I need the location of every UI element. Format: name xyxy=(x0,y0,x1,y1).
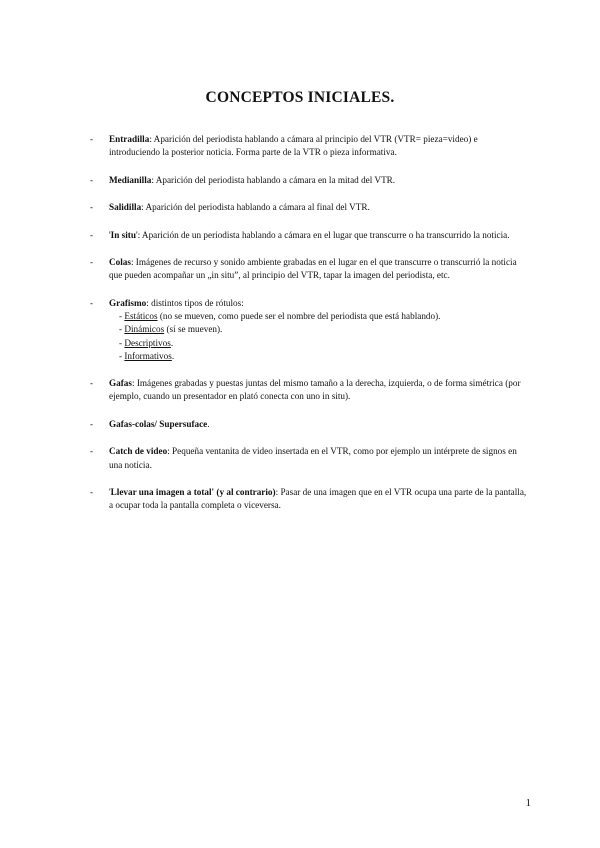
sub-label: Dinámicos xyxy=(124,324,165,335)
sub-text: . xyxy=(171,350,175,361)
bullet: - xyxy=(90,257,94,268)
definition: . xyxy=(207,418,210,429)
list-item-colas xyxy=(90,256,530,282)
bullet: - xyxy=(90,487,94,498)
item-content xyxy=(109,297,530,363)
term: Colas xyxy=(109,257,131,268)
concept-list xyxy=(90,133,530,527)
term: Llevar una imagen a total' (y al contrario) xyxy=(110,487,276,498)
definition: : Imágenes de recurso y sonido ambiente grabadas en el lugar en el que transcurre o transcurrió la noticia que pueden acompañar un „in situ”, al principio del VTR, tapar la imagen del periodista, etc. xyxy=(109,257,517,281)
list-item-entradilla xyxy=(90,133,530,159)
term: Medianilla xyxy=(109,174,152,185)
item-content xyxy=(109,133,530,159)
term: Gafas-colas/ Supersuface xyxy=(109,418,208,429)
list-item-salidilla xyxy=(90,201,530,214)
sub-label: Informativos xyxy=(124,350,172,361)
list-item-gafas-colas xyxy=(90,418,530,431)
item-content xyxy=(109,174,530,187)
open-quote: ' xyxy=(109,487,111,498)
sub-dash: - xyxy=(119,337,125,348)
definition: : Aparición del periodista hablando a cámara en la mitad del VTR. xyxy=(151,174,396,185)
sub-dash: - xyxy=(119,311,125,322)
definition: ': Aparición de un periodista hablando a cámara en el lugar que transcurre o ha transcurrido la noticia. xyxy=(135,229,510,240)
bullet: - xyxy=(90,378,94,389)
item-content xyxy=(109,256,530,282)
definition: : Aparición del periodista hablando a cámara al principio del VTR (VTR= pieza=video) e introduciendo la posterior noticia. Forma parte de la VTR o pieza informativa. xyxy=(109,134,478,158)
bullet: - xyxy=(90,174,94,185)
bullet: - xyxy=(90,134,94,144)
list-item-grafismo xyxy=(90,297,530,363)
sub-dash: - xyxy=(119,324,125,335)
bullet: - xyxy=(90,446,94,457)
definition: : distintos tipos de rótulos: xyxy=(146,297,244,308)
term: Salidilla xyxy=(109,202,142,213)
sublist-item-dinamicos xyxy=(119,323,530,336)
list-item-in-situ xyxy=(90,229,530,242)
definition: : Pequeña ventanita de video insertada en el VTR, como por ejemplo un intérprete de signos en una noticia. xyxy=(109,446,517,470)
page-title: CONCEPTOS INICIALES. xyxy=(205,89,395,106)
bullet: - xyxy=(90,229,94,240)
open-quote: ' xyxy=(109,229,111,240)
item-content xyxy=(109,377,530,403)
item-content xyxy=(109,201,530,214)
item-content xyxy=(109,486,530,512)
definition: : Imágenes grabadas y puestas juntas del mismo tamaño a la derecha, izquierda, o de forma simétrica (por ejemplo, cuando un presentador en plató conecta con uno in situ). xyxy=(109,378,521,402)
term: Catch de video xyxy=(109,446,168,457)
term: Entradilla xyxy=(109,134,150,144)
list-item-catch-de-video xyxy=(90,445,530,471)
definition: : Aparición del periodista hablando a cámara al final del VTR. xyxy=(141,202,370,213)
item-content xyxy=(109,445,530,471)
bullet: - xyxy=(90,297,94,308)
sub-label: Descriptivos xyxy=(124,337,171,348)
sub-text: (sí se mueven). xyxy=(164,324,223,335)
sublist-item-estaticos xyxy=(119,310,530,323)
term: In situ xyxy=(110,229,136,240)
item-content xyxy=(109,229,530,242)
page-number: 1 xyxy=(525,797,531,809)
definition: : Pasar de una imagen que en el VTR ocupa una parte de la pantalla, a ocupar toda la pantalla completa o viceversa. xyxy=(109,487,527,511)
sub-dash: - xyxy=(119,350,125,361)
sublist-item-descriptivos xyxy=(119,337,530,350)
list-item-llevar-imagen-a-total xyxy=(90,486,530,512)
term: Grafismo xyxy=(109,297,147,308)
list-item-medianilla xyxy=(90,174,530,187)
item-content xyxy=(109,418,530,431)
term: Gafas xyxy=(109,378,132,389)
sub-text: . xyxy=(170,337,174,348)
sub-label: Estáticos xyxy=(124,311,158,322)
bullet: - xyxy=(90,202,94,213)
sub-text: (no se mueven, como puede ser el nombre del periodista que está hablando). xyxy=(157,311,441,322)
list-item-gafas xyxy=(90,377,530,403)
sublist-item-informativos xyxy=(119,350,530,363)
bullet: - xyxy=(90,418,94,429)
